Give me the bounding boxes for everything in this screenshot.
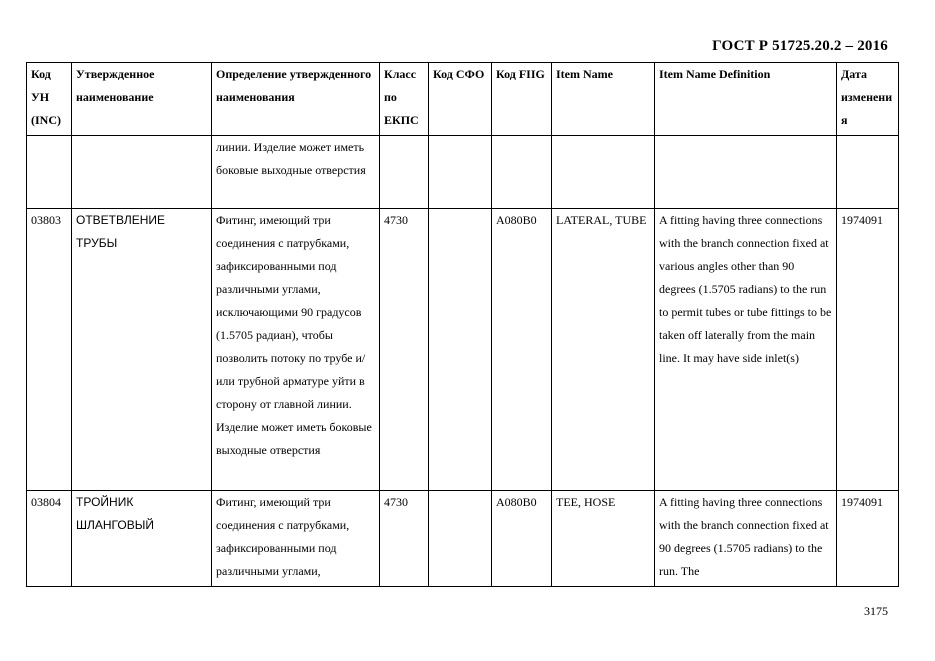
table-row	[27, 209, 899, 491]
nomenclature-table	[26, 62, 899, 587]
col-header-inc: Код УН (INC)	[27, 63, 72, 136]
cell-approved-name	[72, 136, 212, 209]
cell-inc	[27, 136, 72, 209]
cell-item-definition: A fitting having three connections with the branch connection fixed at 90 degrees (1.5705 radians) to the run. The	[655, 491, 837, 587]
table-row	[27, 491, 899, 587]
col-header-sfo: Код СФО	[429, 63, 492, 136]
cell-date	[837, 136, 899, 209]
cell-ekps: 4730	[380, 209, 429, 491]
page-number: 3175	[864, 604, 888, 618]
cell-date: 1974091	[837, 491, 899, 587]
cell-inc: 03804	[27, 491, 72, 587]
cell-fiig	[492, 136, 552, 209]
col-header-definition-ru: Определение утвержденного наименования	[212, 63, 380, 136]
cell-definition-ru: Фитинг, имеющий три соединения с патрубками, зафиксированными под различными углами,	[212, 491, 380, 587]
col-header-date: Дата изменения	[837, 63, 899, 136]
col-header-fiig: Код FIIG	[492, 63, 552, 136]
col-header-ekps: Класс по ЕКПС	[380, 63, 429, 136]
cell-definition-ru: Фитинг, имеющий три соединения с патрубками, зафиксированными под различными углами, исключающими 90 градусов (1.5705 радиан), чтобы позволить потоку по трубе и/или трубной арматуре уйти в сторону от главной линии. Изделие может иметь боковые выходные отверстия	[212, 209, 380, 491]
cell-ekps: 4730	[380, 491, 429, 587]
col-header-item-name: Item Name	[552, 63, 655, 136]
col-header-item-definition: Item Name Definition	[655, 63, 837, 136]
cell-definition-ru: линии. Изделие может иметь боковые выходные отверстия	[212, 136, 380, 209]
cell-inc: 03803	[27, 209, 72, 491]
cell-approved-name: ОТВЕТВЛЕНИЕ ТРУБЫ	[72, 209, 212, 491]
cell-item-name: TEE, HOSE	[552, 491, 655, 587]
cell-item-definition	[655, 136, 837, 209]
cell-item-name	[552, 136, 655, 209]
cell-sfo	[429, 209, 492, 491]
cell-approved-name: ТРОЙНИК ШЛАНГОВЫЙ	[72, 491, 212, 587]
cell-fiig: A080B0	[492, 491, 552, 587]
cell-sfo	[429, 136, 492, 209]
cell-date: 1974091	[837, 209, 899, 491]
cell-item-name: LATERAL, TUBE	[552, 209, 655, 491]
document-header: ГОСТ Р 51725.20.2 – 2016	[712, 38, 888, 54]
cell-ekps	[380, 136, 429, 209]
table-row-continuation	[27, 136, 899, 209]
cell-item-definition: A fitting having three connections with the branch connection fixed at various angles other than 90 degrees (1.5705 radians) to the run to permit tubes or tube fittings to be taken off laterally from the main line. It may have side inlet(s)	[655, 209, 837, 491]
cell-sfo	[429, 491, 492, 587]
table-header-row	[27, 63, 899, 136]
cell-fiig: A080B0	[492, 209, 552, 491]
col-header-approved-name: Утвержденное наименование	[72, 63, 212, 136]
